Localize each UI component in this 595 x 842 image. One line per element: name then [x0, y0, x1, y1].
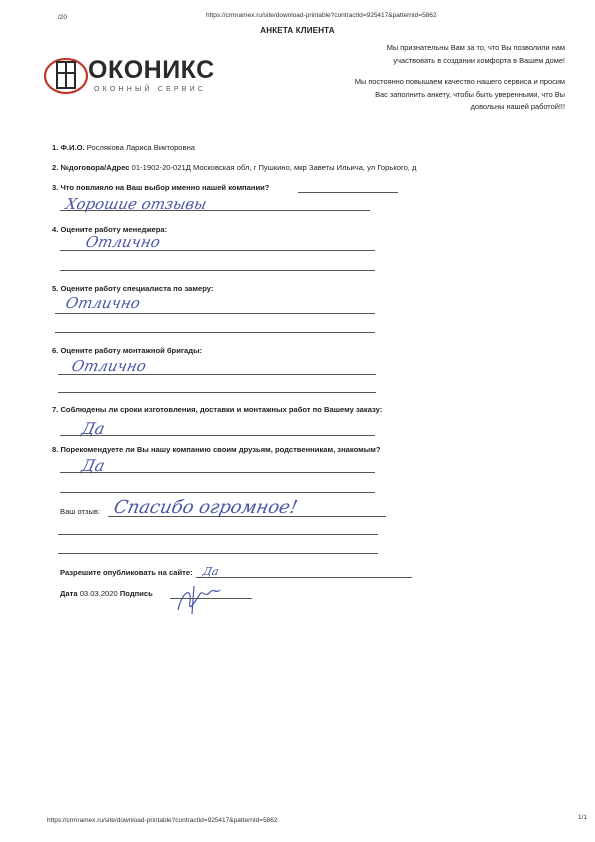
field-fio — [52, 143, 195, 152]
company-logo — [42, 50, 232, 102]
answer-line — [58, 553, 378, 554]
field-contract-label: 2. №договора/Адрес — [52, 163, 130, 172]
signature-scribble — [170, 580, 230, 618]
question-7 — [52, 405, 382, 414]
review-label: Ваш отзыв: — [60, 507, 101, 516]
answer-line — [58, 374, 376, 375]
header-url: https://crmramex.ru/site/download-printable?contractId=925417&patternId=5862 — [206, 12, 437, 19]
field-contract — [52, 163, 502, 172]
logo-tagline: ОКОННЫЙ СЕРВИС — [94, 86, 207, 93]
question-8-label: 8. Порекомендуете ли Вы нашу компанию своим друзьям, родственникам, знакомым? — [52, 445, 381, 454]
window-logo-icon — [42, 52, 90, 98]
date-row — [60, 589, 153, 598]
question-6 — [52, 346, 202, 355]
answer-line — [60, 270, 375, 271]
footer-url: https://crmramex.ru/site/download-printable?contractId=925417&patternId=5862 — [47, 817, 278, 824]
answer-line — [60, 435, 375, 436]
answer-5-handwritten: Отлично — [64, 294, 142, 312]
answer-4-handwritten: Отлично — [84, 233, 162, 251]
answer-line — [60, 492, 375, 493]
footer-page-number: 1/1 — [578, 814, 588, 821]
answer-line — [108, 516, 386, 517]
answer-line — [55, 313, 375, 314]
intro-line: довольны нашей работой!!! — [470, 102, 565, 111]
intro-line: Мы признательны Вам за то, что Вы позволили нам — [386, 43, 565, 52]
page-title: АНКЕТА КЛИЕНТА — [260, 26, 335, 35]
answer-line — [60, 472, 375, 473]
answer-line — [58, 534, 378, 535]
intro-text — [265, 42, 565, 114]
date-value: 03.03.2020 — [79, 589, 118, 598]
publish-label — [60, 568, 193, 577]
answer-8-handwritten: Да — [79, 456, 107, 475]
answer-line — [60, 250, 375, 251]
question-5-label: 5. Оцените работу специалиста по замеру: — [52, 284, 214, 293]
question-3-label: 3. Что повлияло на Ваш выбор именно нашей компании? — [52, 183, 270, 192]
answer-line — [196, 577, 412, 578]
question-7-label: 7. Соблюдены ли сроки изготовления, доставки и монтажных работ по Вашему заказу: — [52, 405, 383, 414]
answer-7-handwritten: Да — [79, 419, 107, 438]
publish-handwritten: Да — [201, 565, 220, 578]
field-contract-value: 01-1902-20-021Д Московская обл, г Пушкино, мкр Заветы Ильича, ул Горького, д — [131, 163, 417, 172]
question-3 — [52, 183, 269, 192]
signature-label: Подпись — [119, 589, 153, 598]
answer-line — [298, 192, 398, 193]
field-fio-value: Рослякова Лариса Викторовна — [86, 143, 195, 152]
question-4-label: 4. Оцените работу менеджера: — [52, 225, 168, 234]
intro-line: Вас заполнить анкету, чтобы быть уверенными, что Вы — [375, 89, 565, 99]
answer-line — [58, 392, 376, 393]
logo-brand: ОКОНИКС — [88, 56, 215, 84]
page-corner-number: /20 — [58, 14, 68, 21]
question-5 — [52, 284, 213, 293]
answer-3-handwritten: Хорошие отзывы — [64, 195, 209, 213]
publish-label-text: Разрешите опубликовать на сайте: — [60, 568, 193, 577]
answer-line — [55, 332, 375, 333]
question-6-label: 6. Оцените работу монтажной бригады: — [52, 346, 203, 355]
answer-line — [60, 210, 370, 211]
intro-line: Мы постоянно повышаем качество нашего сервиса и просим — [354, 77, 565, 86]
intro-line: участвовать в создании комфорта в Вашем доме! — [393, 55, 565, 65]
answer-6-handwritten: Отлично — [70, 357, 148, 375]
question-8 — [52, 445, 380, 454]
signature-line — [170, 598, 252, 599]
date-label: Дата — [60, 589, 78, 598]
field-fio-label: 1. Ф.И.О. — [52, 143, 85, 152]
review-handwritten: Спасибо огромное! — [111, 497, 300, 518]
